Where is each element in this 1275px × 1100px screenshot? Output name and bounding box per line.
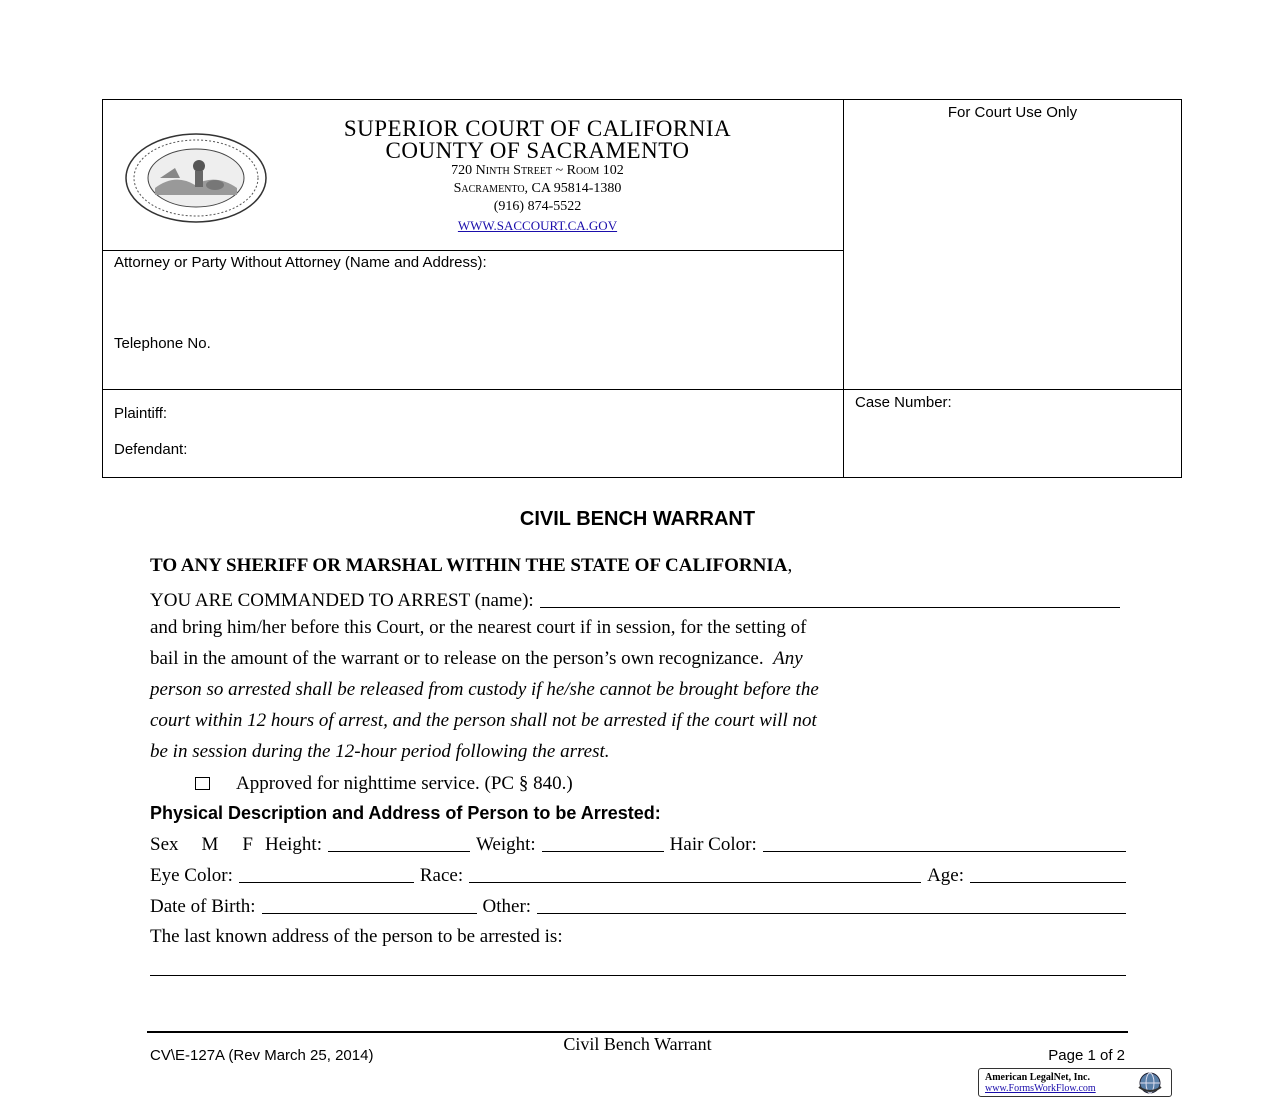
- state-seal-icon: [125, 133, 267, 223]
- other-label: Other:: [482, 896, 532, 917]
- court-city: Sacramento, CA 95814-1380: [453, 181, 622, 196]
- document-title: CIVIL BENCH WARRANT: [519, 508, 756, 530]
- case-number-label: Case Number:: [855, 394, 952, 411]
- to-line: [150, 550, 792, 581]
- physical-row-1: [150, 828, 1126, 856]
- caption-divider-court: [102, 250, 843, 251]
- dob-label: Date of Birth:: [150, 896, 256, 917]
- badge-url[interactable]: www.FormsWorkFlow.com: [985, 1083, 1096, 1094]
- caption-divider-vertical: [843, 99, 844, 478]
- court-website-link[interactable]: WWW.SACCOURT.CA.GOV: [457, 218, 618, 233]
- physical-row-2: [150, 859, 1126, 887]
- para-line-5: be in session during the 12-hour period following the arrest.: [150, 741, 610, 762]
- para-line-2-normal: bail in the amount of the warrant or to release on the person’s own recognizance.: [150, 648, 764, 669]
- para-line-2-italic: Any: [773, 648, 803, 669]
- footer-rule: [147, 1031, 1128, 1033]
- court-use-label: For Court Use Only: [947, 104, 1078, 121]
- plaintiff-label: Plaintiff:: [114, 405, 168, 422]
- race-label: Race:: [419, 865, 464, 886]
- hair-field[interactable]: [763, 851, 1126, 852]
- legalnet-badge[interactable]: [978, 1068, 1172, 1097]
- to-line-text: TO ANY SHERIFF OR MARSHAL WITHIN THE STATE OF CALIFORNIA: [150, 555, 788, 576]
- eye-field[interactable]: [239, 882, 414, 883]
- physical-heading: Physical Description and Address of Person to be Arrested:: [150, 803, 661, 823]
- form-id: CV\E-127A (Rev March 25, 2014): [150, 1047, 374, 1064]
- badge-company: American LegalNet, Inc.: [985, 1072, 1090, 1083]
- hair-label: Hair Color:: [669, 834, 757, 855]
- other-field[interactable]: [537, 913, 1126, 914]
- address-field[interactable]: [150, 975, 1126, 976]
- para-line-1: and bring him/her before this Court, or the nearest court if in session, for the setting of: [150, 617, 807, 638]
- nighttime-checkbox[interactable]: [195, 777, 210, 790]
- defendant-label: Defendant:: [114, 441, 188, 458]
- caption-divider-parties: [102, 389, 1182, 390]
- physical-row-3: [150, 890, 1126, 918]
- height-field[interactable]: [328, 851, 470, 852]
- address-label: The last known address of the person to be arrested is:: [150, 926, 563, 947]
- eye-label: Eye Color:: [150, 865, 233, 886]
- footer-title: Civil Bench Warrant: [563, 1034, 712, 1054]
- arrest-name-label: YOU ARE COMMANDED TO ARREST (name):: [150, 590, 534, 611]
- sex-label: Sex: [150, 834, 179, 855]
- dob-field[interactable]: [262, 913, 477, 914]
- telephone-label: Telephone No.: [114, 335, 211, 352]
- sex-m-option[interactable]: M: [201, 834, 219, 855]
- weight-field[interactable]: [542, 851, 664, 852]
- court-phone: (916) 874-5522: [493, 199, 582, 214]
- height-label: Height:: [264, 834, 322, 855]
- page-number: Page 1 of 2: [1048, 1047, 1125, 1064]
- age-label: Age:: [927, 865, 964, 886]
- nighttime-label: Approved for nighttime service. (PC § 840.): [236, 773, 573, 794]
- arrest-name-field[interactable]: [540, 607, 1120, 608]
- to-line-comma: ,: [787, 555, 793, 576]
- weight-label: Weight:: [475, 834, 536, 855]
- sex-f-option[interactable]: F: [242, 834, 253, 855]
- court-name: SUPERIOR COURT OF CALIFORNIA: [343, 116, 732, 141]
- attorney-label: Attorney or Party Without Attorney (Name and Address):: [114, 254, 487, 271]
- court-county: COUNTY OF SACRAMENTO: [385, 138, 690, 163]
- para-line-2: [150, 643, 803, 674]
- age-field[interactable]: [970, 882, 1126, 883]
- race-field[interactable]: [469, 882, 921, 883]
- arrest-name-row: [150, 581, 1126, 612]
- para-line-4: court within 12 hours of arrest, and the person shall not be arrested if the court will not: [150, 710, 817, 731]
- globe-icon: [1137, 1071, 1163, 1095]
- para-line-3: person so arrested shall be released from custody if he/she cannot be brought before the: [150, 679, 819, 700]
- court-address: 720 Ninth Street ~ Room 102: [451, 163, 624, 178]
